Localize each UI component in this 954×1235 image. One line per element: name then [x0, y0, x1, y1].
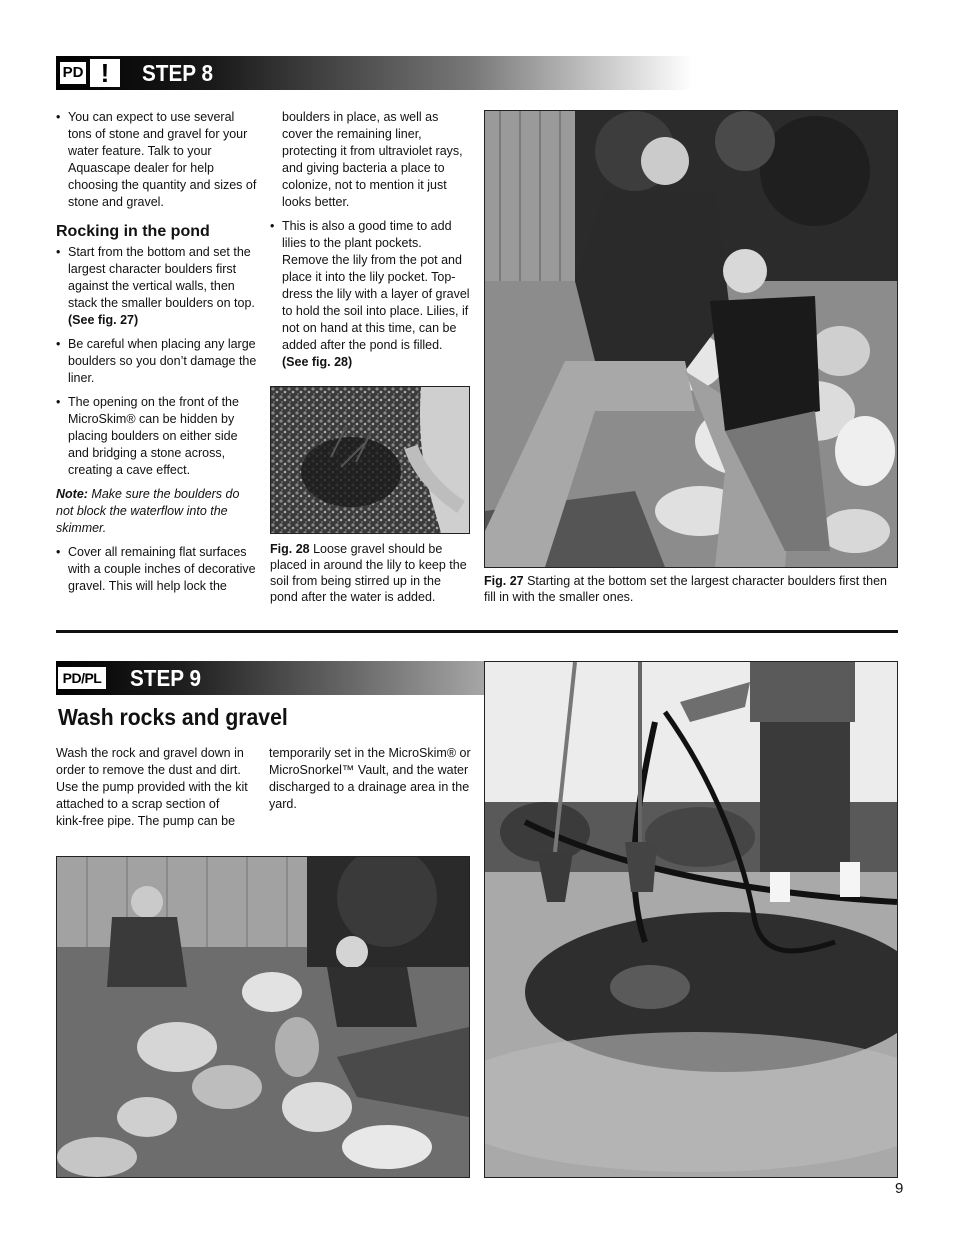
- note: Note: Make sure the boulders do not block the waterflow into the skimmer.: [56, 487, 240, 535]
- section-divider: [56, 630, 898, 633]
- step9-header-bar: [56, 661, 484, 695]
- bullet-start-bottom: • Start from the bottom and set the largest character boulders first against the vertical walls, then stack the smaller boulders on top. (See fig. 27): [56, 244, 258, 329]
- alert-icon: !: [90, 59, 120, 87]
- bullet-cover-surfaces: • Cover all remaining flat surfaces with a couple inches of decorative gravel. This will help lock the: [56, 544, 258, 595]
- bullet-lilies: • This is also a good time to add lilies to the plant pockets. Remove the lily from the pot and place it into the lily pocket. Top-dress the lily with a layer of gravel to hold the soil into place. Lilies, if not on hand at this time, can be added after the pond is filled. (See fig. 28): [270, 218, 470, 371]
- fig28-photo: [270, 386, 470, 534]
- step9-column-2: [269, 745, 473, 820]
- bullet-microskim: • The opening on the front of the MicroSkim® can be hidden by placing boulders on either side and bridging a stone across, creating a cave effect.: [56, 394, 258, 479]
- bullet-careful: • Be careful when placing any large boulders so you don’t damage the liner.: [56, 336, 258, 387]
- step9-heading: Wash rocks and gravel: [58, 704, 288, 730]
- subheading-rocking: Rocking in the pond: [56, 223, 210, 240]
- step8-column-2: [270, 109, 470, 378]
- step8-title: STEP 8: [142, 60, 213, 86]
- washing-rocks-photo: [56, 856, 470, 1178]
- hose-gravel-photo: [484, 661, 898, 1178]
- step9-badge: PD/PL: [58, 667, 106, 689]
- wash-text-1: Wash the rock and gravel down in order to remove the dust and dirt. Use the pump provided with the kit attached to a scrap section of kink-free pipe. The pump can be: [56, 746, 248, 828]
- step9-column-1: [56, 745, 248, 837]
- see-fig-28: (See fig. 28): [282, 355, 353, 369]
- wash-text-2: temporarily set in the MicroSkim® or MicroSnorkel™ Vault, and the water discharged to a drainage area in the yard.: [269, 746, 471, 811]
- step9-title: STEP 9: [130, 665, 201, 691]
- step8-badge: PD: [60, 62, 86, 84]
- page-number: 9: [895, 1180, 904, 1197]
- see-fig-27: (See fig. 27): [68, 313, 139, 327]
- step8-column-1: [56, 109, 258, 602]
- continued-text: boulders in place, as well as cover the remaining liner, protecting it from ultraviolet rays, and giving bacteria a place to colonize, not to mention it just looks better.: [282, 110, 463, 209]
- bullet-stone-gravel: • You can expect to use several tons of stone and gravel for your water feature. Talk to your Aquascape dealer for help choosing the quantity and sizes of stone and gravel.: [56, 109, 258, 211]
- fig27-photo: [484, 110, 898, 568]
- fig27-caption: Fig. 27 Starting at the bottom set the largest character boulders first then fill in with the smaller ones.: [484, 574, 887, 604]
- fig28-caption: Fig. 28 Loose gravel should be placed in around the lily to keep the soil from being stirred up in the pond after the water is added.: [270, 542, 467, 604]
